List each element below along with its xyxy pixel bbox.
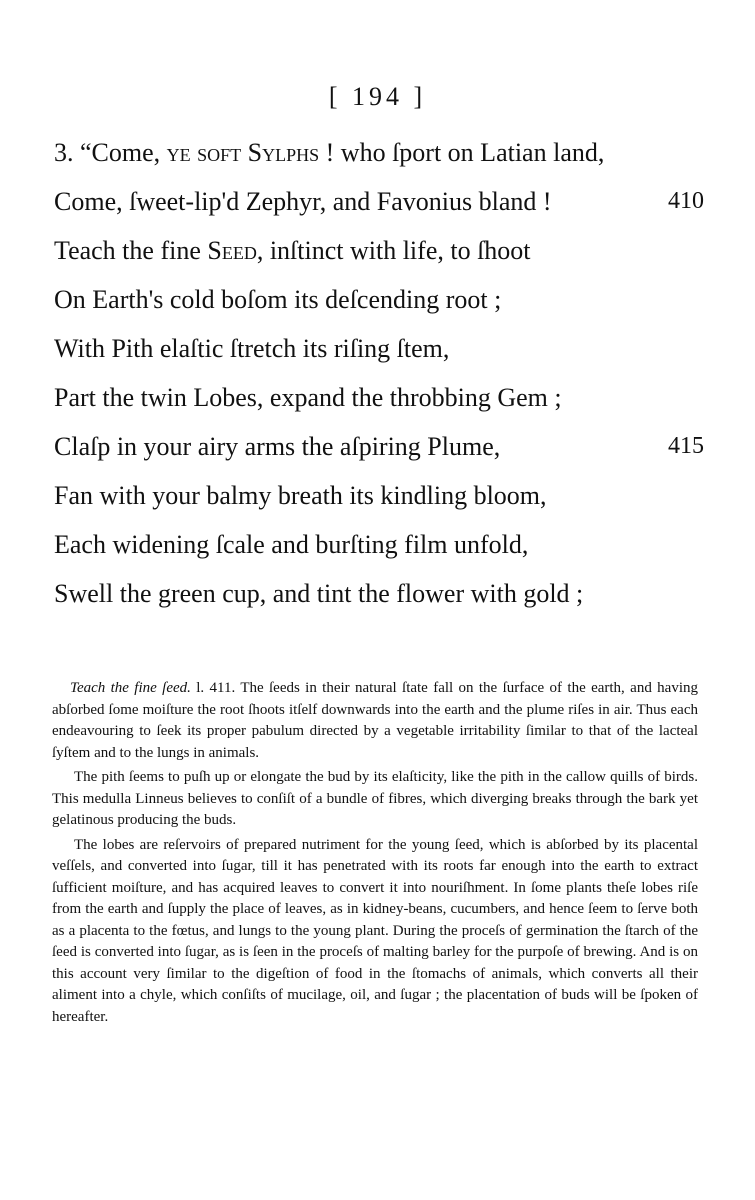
line-number: 410: [668, 188, 704, 214]
poem-line: [54, 569, 704, 618]
poem-line: [54, 520, 704, 569]
poem-line-text: Come, ſweet-lip'd Zephyr, and Favonius bland !: [54, 187, 552, 216]
poem-line: [54, 471, 704, 520]
poem-line: [54, 226, 704, 275]
poem-line: [54, 177, 704, 226]
poem-line: [54, 373, 704, 422]
footnotes: [52, 678, 698, 1031]
page-number: [ 194 ]: [328, 82, 427, 111]
poem-line-text: Each widening ſcale and burſting film unfold,: [54, 530, 529, 559]
poem-line-text: Claſp in your airy arms the aſpiring Plume,: [54, 432, 501, 461]
poem-line-text: , inſtinct with life, to ſhoot: [256, 236, 531, 265]
poem-line-small-caps: ye soft Sylphs: [166, 138, 320, 167]
poem-line-small-caps: Seed: [207, 236, 257, 265]
poem-line-text: ! who ſport on Latian land,: [319, 138, 605, 167]
poem-line: [54, 275, 704, 324]
poem-line-text: 3. “Come,: [54, 138, 167, 167]
poem-line-text: With Pith elaſtic ſtretch its riſing ſtem,: [54, 334, 450, 363]
poem-line-text: Teach the fine: [54, 236, 208, 265]
poem-line: [54, 324, 704, 373]
poem-line: [54, 128, 704, 177]
poem-line-text: Swell the green cup, and tint the flower with gold ;: [54, 579, 584, 608]
poem-line: [54, 422, 704, 471]
footnote-reference: Teach the fine ſeed.: [70, 680, 191, 696]
poem-line-text: On Earth's cold boſom its deſcending root ;: [54, 285, 502, 314]
poem-line-text: Part the twin Lobes, expand the throbbing Gem ;: [54, 383, 562, 412]
footnote-paragraph: The pith ſeems to puſh up or elongate the bud by its elaſticity, like the pith in the callow quills of birds. This medulla Linneus believes to conſiſt of a bundle of fibres, which diverging breaks through the bark yet gelatinous producing the buds.: [52, 769, 698, 828]
footnote-text: The ſeeds in their natural ſtate fall on the ſurface of the earth, and having abſorbed ſome moiſture the root ſhoots itſelf downwards into the earth and the plume riſes in air. Thus each endeavouring to ſeek its proper pabulum directed by a vegetable irritability ſimilar to that of the lacteal ſyſtem and to the lungs in animals.: [52, 680, 698, 761]
footnote-paragraph: The lobes are reſervoirs of prepared nutriment for the young ſeed, which is abſorbed by its placental veſſels, and converted into ſugar, till it has penetrated with its roots far enough into the earth to extract ſufficient moiſture, and has acquired leaves to convert it into nouriſhment. In ſome plants theſe lobes riſe from the earth and ſupply the place of leaves, as in kidney-beans, cucumbers, and hence ſeem to ſerve both as a placenta to the fœtus, and lungs to the young plant. During the proceſs of germination the ſtarch of the ſeed is converted into ſugar, as is ſeen in the proceſs of malting barley for the purpoſe of brewing. And is on this account very ſimilar to the digeſtion of food in the ſtomachs of animals, which converts all their aliment into a chyle, which conſiſts of mucilage, oil, and ſugar ; the placentation of buds will be ſpoken of hereafter.: [52, 836, 698, 1025]
poem-stanza: [54, 128, 704, 618]
poem-line-text: Fan with your balmy breath its kindling bloom,: [54, 481, 547, 510]
footnote-line-ref: l. 411.: [190, 680, 236, 696]
line-number: 415: [668, 433, 704, 459]
footnote-paragraph: [52, 678, 698, 764]
